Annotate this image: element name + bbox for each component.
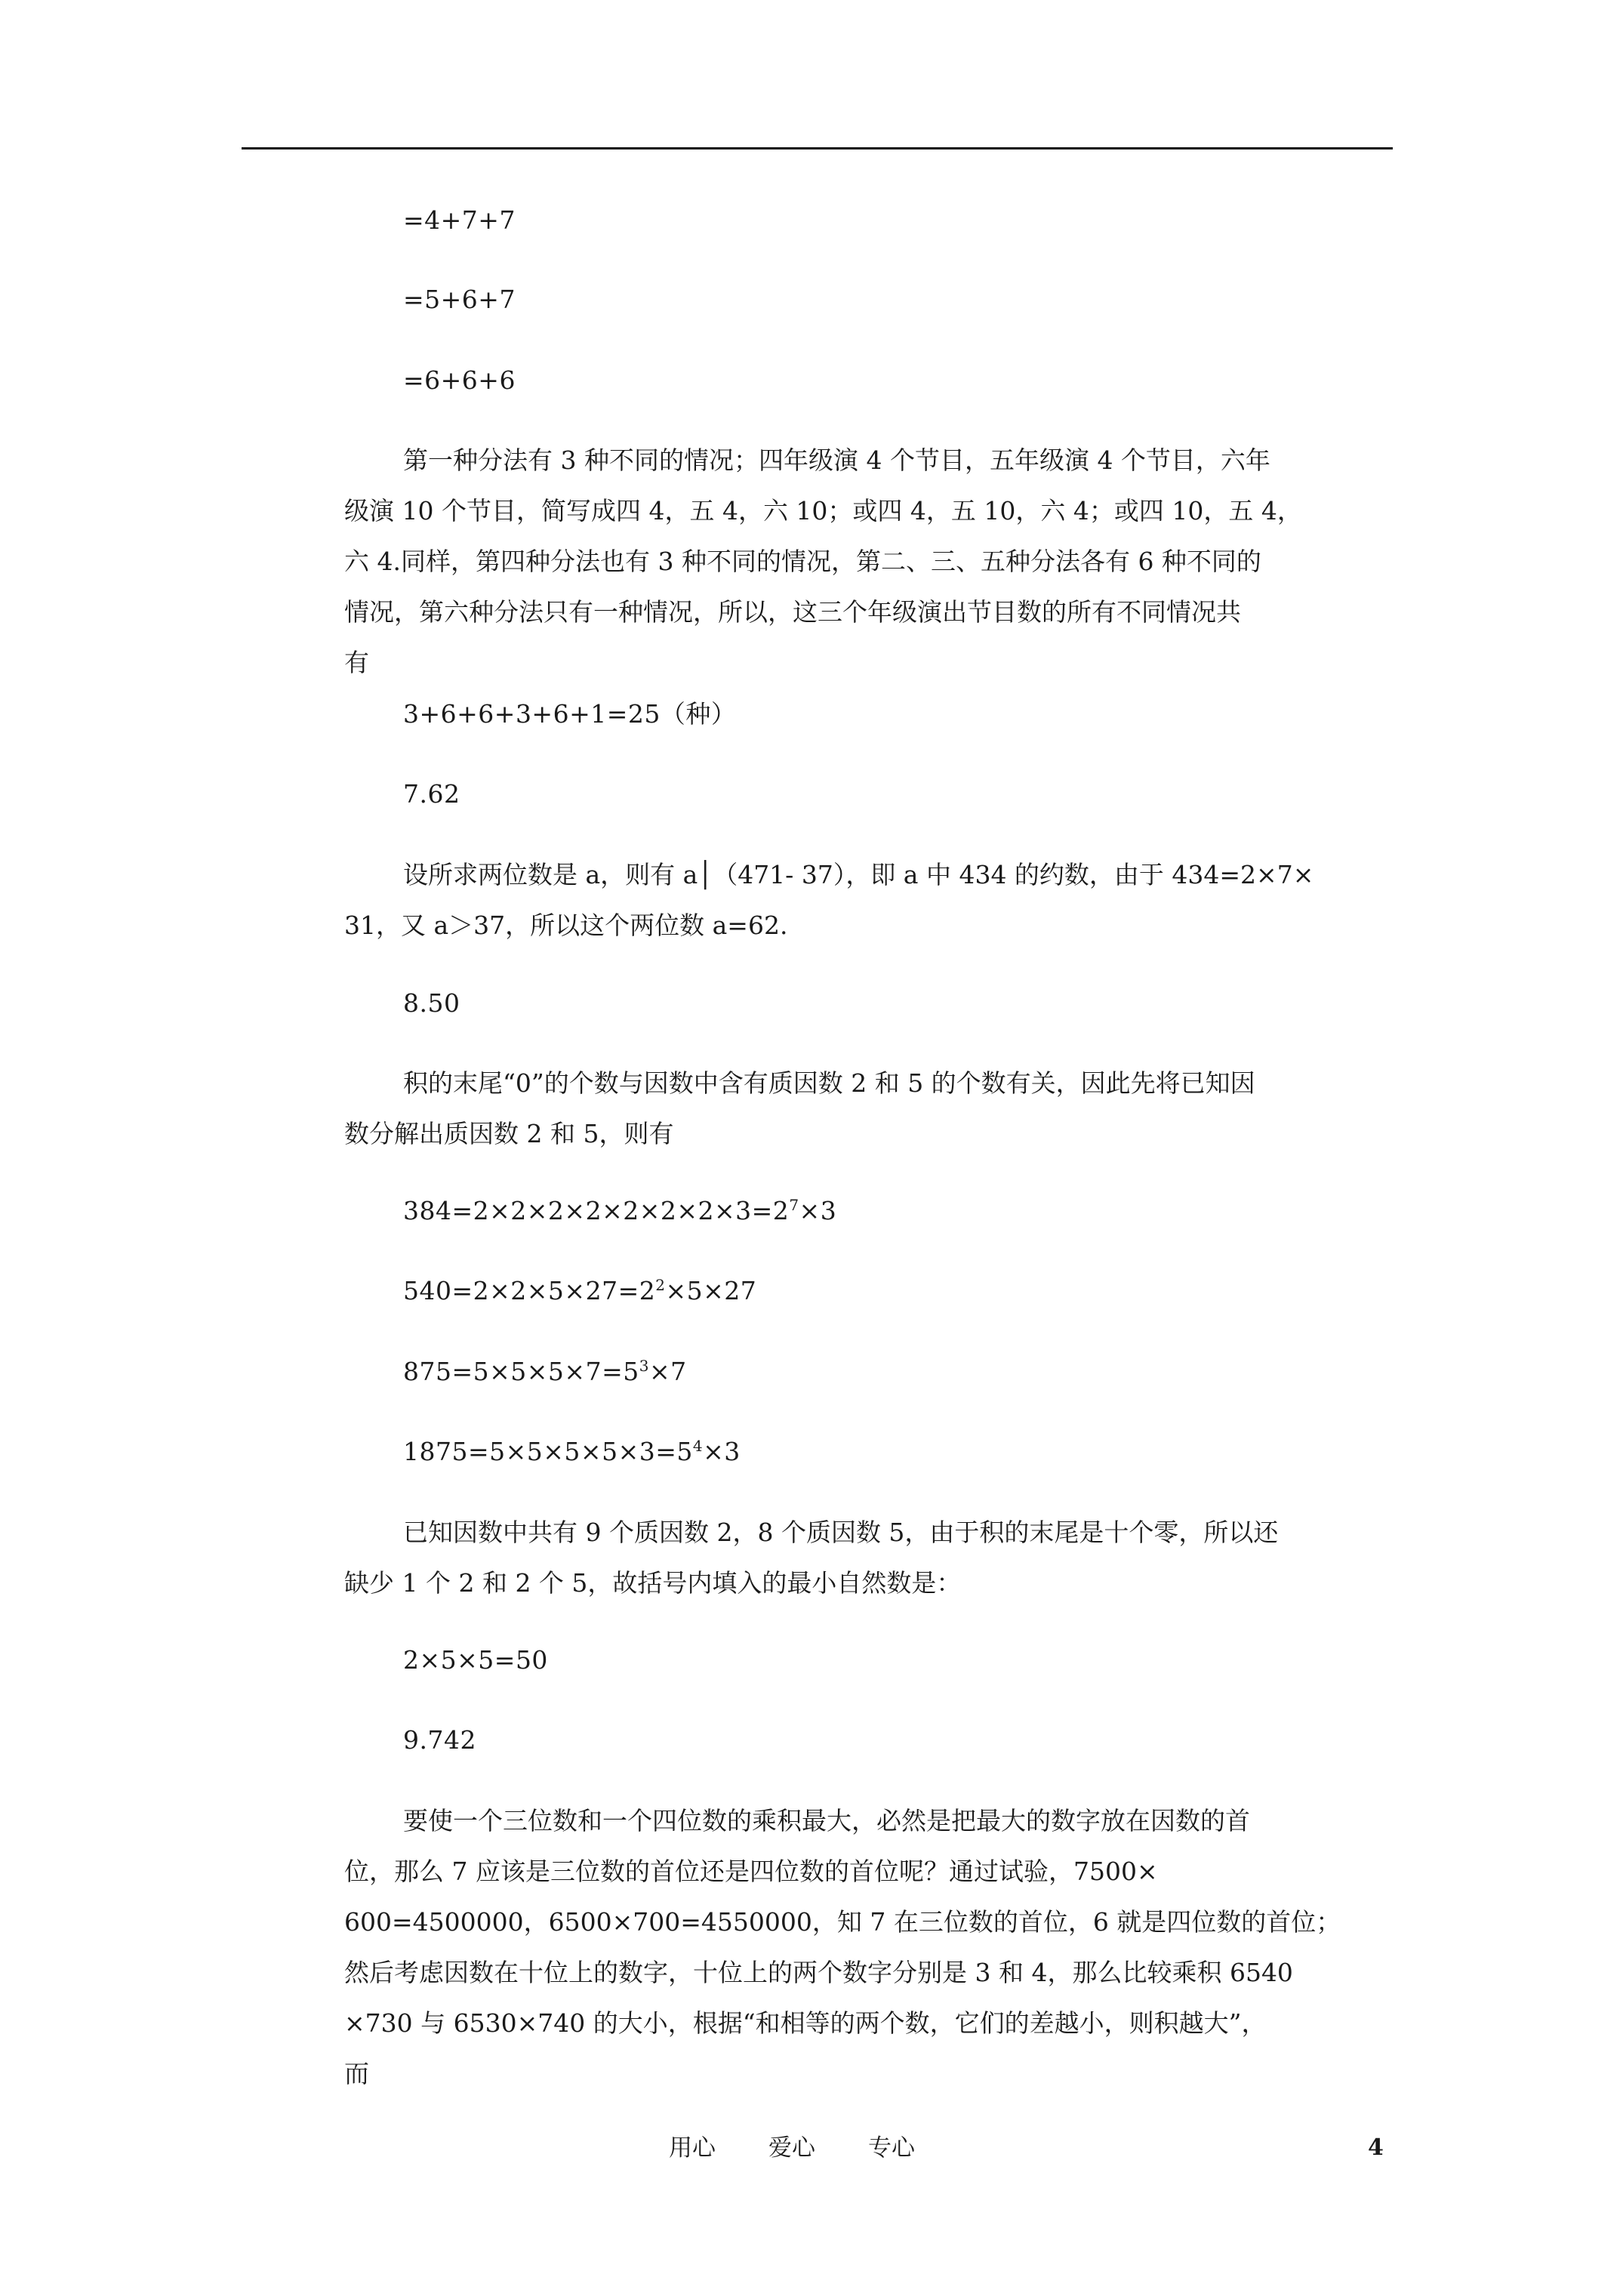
text-line: 有 xyxy=(344,648,369,677)
footer-word-2: 爱心 xyxy=(768,2134,815,2162)
text-line: 六 4.同样，第四种分法也有 3 种不同的情况，第二、三、五种分法各有 6 种不同的 xyxy=(344,547,1261,576)
footer-word-3: 专心 xyxy=(868,2134,915,2162)
text-line: 31，又 a＞37，所以这个两位数 a=62. xyxy=(344,911,788,940)
paragraph-3 xyxy=(344,1068,1401,1170)
equation-line: =4+7+7 xyxy=(403,205,516,235)
factorization-384 xyxy=(403,1196,836,1226)
factorization-540 xyxy=(403,1276,756,1306)
text-line: 已知因数中共有 9 个质因数 2，8 个质因数 5，由于积的末尾是十个零，所以还 xyxy=(403,1518,1279,1547)
exponent: 4 xyxy=(692,1437,704,1455)
factorization-875 xyxy=(403,1357,687,1387)
answer-8: 8.50 xyxy=(403,988,460,1018)
factor-text: ×3 xyxy=(703,1437,741,1466)
calculation-line: 2×5×5=50 xyxy=(403,1645,548,1675)
factorization-1875 xyxy=(403,1437,741,1467)
text-line: 要使一个三位数和一个四位数的乘积最大，必然是把最大的数字放在因数的首 xyxy=(403,1806,1250,1835)
text-line: 设所求两位数是 a，则有 a│（471- 37），即 a 中 434 的约数，由于 434=2×7× xyxy=(403,860,1314,889)
factor-text: 1875=5×5×5×5×3=5 xyxy=(403,1437,693,1466)
text-line: 情况，第六种分法只有一种情况，所以，这三个年级演出节目数的所有不同情况共 xyxy=(344,597,1241,627)
text-line: ×730 与 6530×740 的大小，根据“和相等的两个数，它们的差越小，则积越大”， xyxy=(344,2008,1267,2038)
paragraph-4 xyxy=(344,1518,1401,1619)
factor-text: ×5×27 xyxy=(665,1276,757,1305)
sum-line: 3+6+6+3+6+1=25（种） xyxy=(403,699,737,729)
paragraph-1 xyxy=(344,445,1401,698)
factor-text: ×7 xyxy=(648,1357,687,1386)
text-line: 级演 10 个节目，简写成四 4，五 4，六 10；或四 4，五 10，六 4；或四 10，五 4， xyxy=(344,496,1302,525)
paragraph-2 xyxy=(344,860,1401,961)
footer-word-1: 用心 xyxy=(669,2134,716,2162)
text-line: 然后考虑因数在十位上的数字，十位上的两个数字分别是 3 和 4，那么比较乘积 6540 xyxy=(344,1958,1293,1987)
text-line: 600=4500000，6500×700=4550000，知 7 在三位数的首位，6 就是四位数的首位； xyxy=(344,1907,1341,1937)
paragraph-5 xyxy=(344,1806,1401,2110)
text-line: 位，那么 7 应该是三位数的首位还是四位数的首位呢？通过试验，7500× xyxy=(344,1857,1158,1886)
factor-text: 875=5×5×5×7=5 xyxy=(403,1357,639,1386)
exponent: 7 xyxy=(789,1196,799,1214)
exponent: 3 xyxy=(639,1357,649,1375)
text-line: 数分解出质因数 2 和 5，则有 xyxy=(344,1119,674,1148)
factor-text: 540=2×2×5×27=2 xyxy=(403,1276,656,1305)
answer-7: 7.62 xyxy=(403,779,460,809)
exponent: 2 xyxy=(655,1276,666,1294)
factor-text: ×3 xyxy=(799,1196,837,1225)
answer-9: 9.742 xyxy=(403,1725,476,1755)
text-line: 而 xyxy=(344,2059,369,2088)
text-line: 积的末尾“0”的个数与因数中含有质因数 2 和 5 的个数有关，因此先将已知因 xyxy=(403,1068,1255,1098)
equation-line: =6+6+6 xyxy=(403,365,516,395)
equation-line: =5+6+7 xyxy=(403,285,516,314)
factor-text: 384=2×2×2×2×2×2×2×3=2 xyxy=(403,1196,790,1225)
text-line: 第一种分法有 3 种不同的情况；四年级演 4 个节目，五年级演 4 个节目，六年 xyxy=(403,445,1270,475)
page-number: 4 xyxy=(1368,2134,1384,2161)
header-rule xyxy=(242,147,1393,149)
text-line: 缺少 1 个 2 和 2 个 5，故括号内填入的最小自然数是： xyxy=(344,1568,962,1598)
